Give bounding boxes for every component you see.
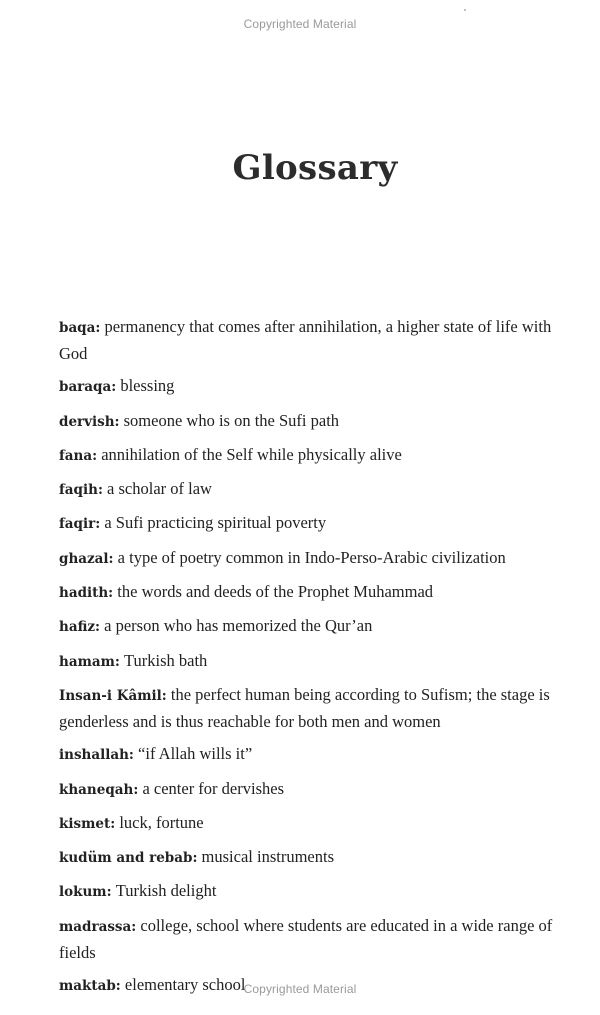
- glossary-term: lokum:: [59, 884, 112, 901]
- glossary-definition: a type of poetry common in Indo-Perso-Arabic civilization: [117, 547, 506, 567]
- glossary-entry: [59, 579, 579, 606]
- glossary-entry: [59, 776, 579, 803]
- glossary-term: khaneqah:: [59, 781, 139, 798]
- glossary-definition: the words and deeds of the Prophet Muhammad: [117, 582, 434, 602]
- watermark-top: Copyrighted Material: [243, 17, 357, 31]
- glossary-definition: musical instruments: [201, 847, 334, 867]
- glossary-term: fana:: [59, 447, 98, 464]
- glossary-term: faqih:: [59, 482, 103, 499]
- glossary-definition: luck, fortune: [119, 812, 204, 832]
- glossary-entry: [59, 476, 579, 503]
- glossary-entry: [59, 408, 579, 435]
- glossary-entry: [59, 844, 579, 871]
- glossary-entry: [59, 810, 579, 837]
- glossary-term: baqa:: [59, 320, 101, 336]
- glossary-definition: Turkish delight: [115, 881, 217, 901]
- glossary-term: kudüm and rebab:: [59, 850, 198, 867]
- glossary-entry: [59, 682, 579, 734]
- glossary-term: hafiz:: [59, 619, 101, 636]
- glossary-entry: [59, 373, 579, 400]
- glossary-definition: the perfect human being according to Sufism; the stage is genderless and is thus reachable for both men and women: [59, 684, 550, 731]
- glossary-definition: college, school where students are educated in a wide range of fields: [59, 915, 553, 962]
- glossary-definition: a center for dervishes: [142, 778, 284, 798]
- glossary-entry: [59, 878, 579, 905]
- glossary-term: hamam:: [59, 653, 120, 670]
- glossary-entry: [59, 510, 579, 537]
- glossary-entry: [59, 613, 579, 640]
- watermark-bottom: Copyrighted Material: [243, 982, 357, 996]
- glossary-term: madrassa:: [59, 918, 137, 935]
- glossary-term: baraqa:: [59, 379, 117, 396]
- glossary-definition: annihilation of the Self while physically alive: [101, 444, 402, 464]
- glossary-term: inshallah:: [59, 747, 134, 764]
- glossary-term: maktab:: [59, 978, 121, 995]
- glossary-entry: [59, 314, 579, 366]
- glossary-definition: Turkish bath: [124, 650, 208, 670]
- glossary-entry: [59, 913, 579, 965]
- page-title: Glossary: [232, 148, 398, 188]
- glossary-entry: [59, 648, 579, 675]
- glossary-definition: a person who has memorized the Qur’an: [104, 616, 373, 636]
- glossary-definition: a Sufi practicing spiritual poverty: [104, 513, 327, 533]
- glossary-term: hadith:: [59, 585, 114, 602]
- glossary-term: dervish:: [59, 413, 120, 430]
- glossary-term: ghazal:: [59, 550, 114, 567]
- glossary-term: faqir:: [59, 516, 101, 533]
- glossary-definition: someone who is on the Sufi path: [123, 410, 340, 430]
- glossary-list: [59, 314, 579, 1006]
- glossary-term: Insan-i Kâmil:: [59, 687, 167, 704]
- glossary-definition: elementary school: [124, 975, 246, 995]
- glossary-term: kismet:: [59, 815, 116, 832]
- glossary-entry: [59, 442, 579, 469]
- glossary-entry: [59, 741, 579, 768]
- glossary-definition: a scholar of law: [107, 479, 212, 499]
- glossary-definition: blessing: [120, 376, 175, 396]
- glossary-definition: permanency that comes after annihilation, a higher state of life with God: [59, 317, 552, 363]
- glossary-entry: [59, 545, 579, 572]
- scan-speck: [464, 9, 466, 11]
- glossary-definition: “if Allah wills it”: [138, 744, 253, 764]
